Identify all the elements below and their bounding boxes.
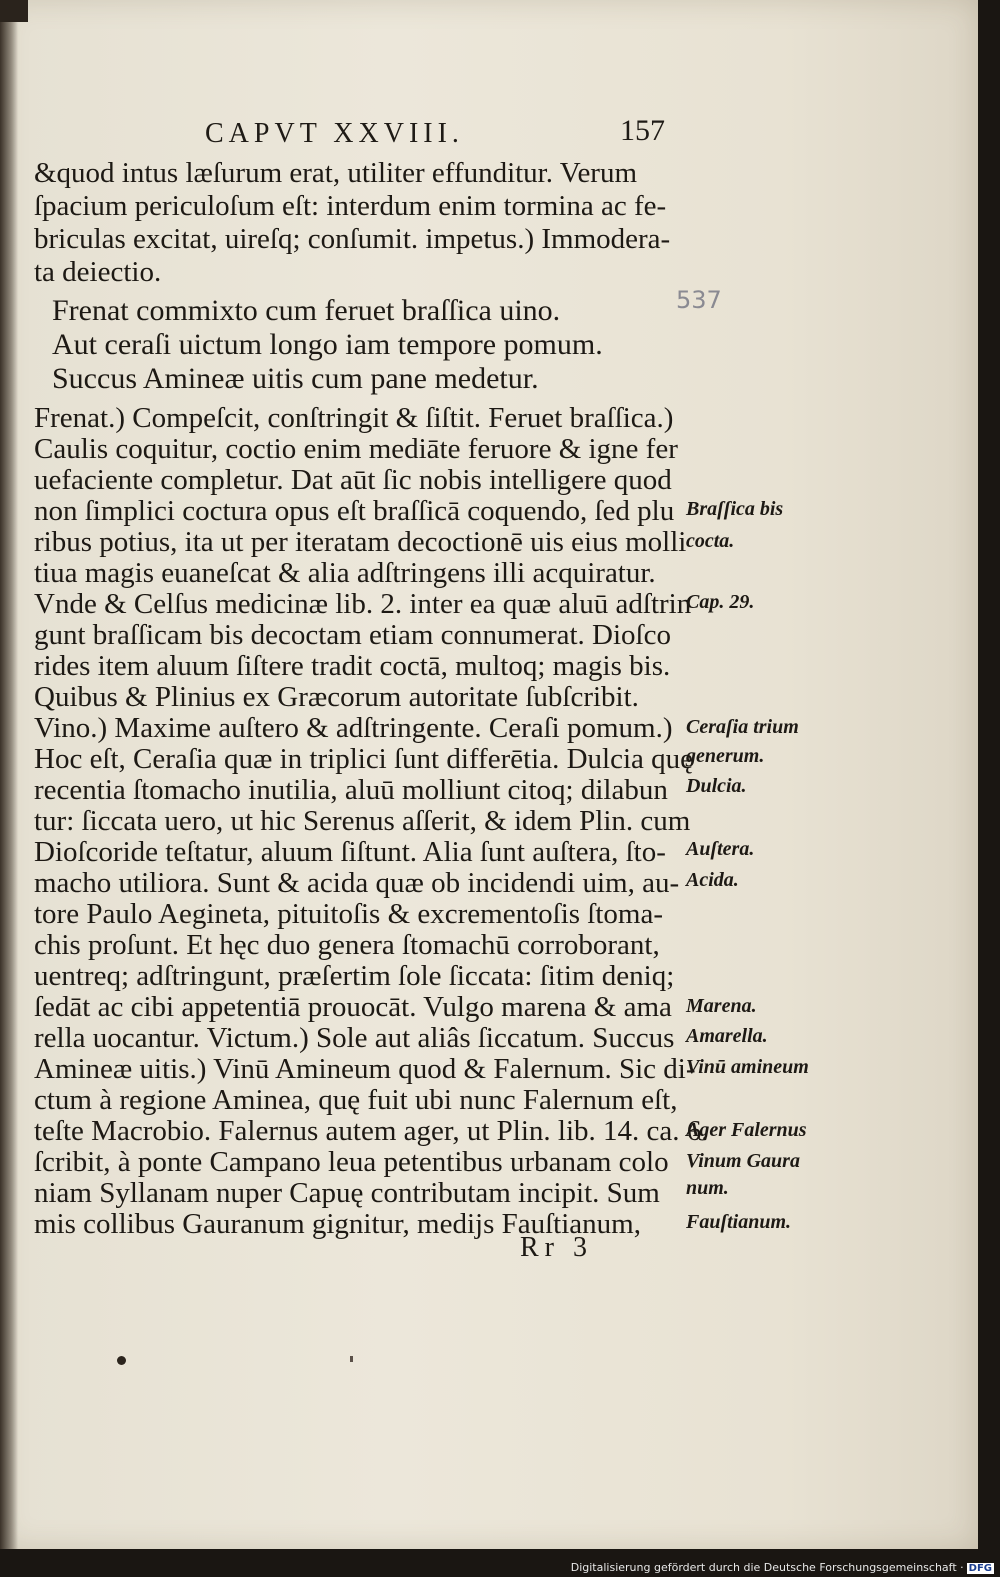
verse-line: Frenat commixto cum feruet braſſica uino. (52, 294, 561, 327)
commentary-line: niam Syllanam nuper Capuę contributam incipit. Sum (34, 1177, 660, 1209)
commentary-line: tur: ſiccata uero, ut hic Serenus aſſerit, & idem Plin. cum (34, 805, 691, 837)
commentary-line: Hoc eſt, Ceraſia quæ in triplici ſunt differētia. Dulcia quę (34, 743, 694, 775)
commentary-line: Vnde & Celſus medicinæ lib. 2. inter ea quæ aluū adſtrin (34, 588, 692, 620)
commentary-line: Amineæ uitis.) Vinū Amineum quod & Falernum. Sic di- (34, 1053, 696, 1085)
margin-note: num. (686, 1177, 729, 1199)
margin-note: Amarella. (686, 1025, 768, 1047)
commentary-line: gunt braſſicam bis decoctam etiam connumerat. Dioſco (34, 619, 671, 651)
commentary-line: tiua magis euaneſcat & alia adſtringens illi acquiratur. (34, 557, 656, 589)
verse-line: Aut ceraſi uictum longo iam tempore pomum. (52, 328, 603, 361)
margin-note: Acida. (686, 869, 739, 891)
commentary-line: recentia ſtomacho inutilia, aluū molliunt citoq; dilabun (34, 774, 668, 806)
commentary-line: ſedāt ac cibi appetentiā prouocāt. Vulgo marena & ama (34, 991, 672, 1023)
commentary-line: ctum à regione Aminea, quę fuit ubi nunc Falernum eſt, (34, 1084, 678, 1116)
commentary-line: Frenat.) Compeſcit, conſtringit & ſiſtit. Feruet braſſica.) (34, 402, 674, 434)
signature-mark: Rr 3 (520, 1232, 593, 1263)
running-title: CAPVT XXVIII. (205, 118, 464, 149)
margin-note: Braſſica bis (686, 498, 784, 520)
commentary-line: rides item aluum ſiſtere tradit coctā, multoq; magis bis. (34, 650, 671, 682)
margin-note: Ceraſia trium (686, 716, 799, 738)
text-line: briculas excitat, uireſq; conſumit. impetus.) Immodera- (34, 223, 671, 255)
margin-note: Marena. (686, 995, 757, 1017)
margin-note: Vinū amineum (686, 1056, 809, 1078)
margin-note: generum. (686, 745, 765, 767)
margin-note: cocta. (686, 530, 735, 552)
page-corner (0, 0, 28, 22)
commentary-line: non ſimplici coctura opus eſt braſſicā coquendo, ſed plu (34, 495, 675, 527)
commentary-line: chis proſunt. Et hęc duo genera ſtomachū corroborant, (34, 929, 660, 961)
commentary-line: teſte Macrobio. Falernus autem ager, ut Plin. lib. 14. ca. 6. (34, 1115, 709, 1147)
text-line: ſpacium periculoſum eſt: interdum enim tormina ac fe- (34, 190, 667, 222)
text-line: &quod intus læſurum erat, utiliter effunditur. Verum (34, 157, 638, 189)
commentary-line: Quibus & Plinius ex Græcorum autoritate ſubſcribit. (34, 681, 639, 713)
commentary-line: tore Paulo Aegineta, pituitoſis & excrementoſis ſtoma- (34, 898, 664, 930)
ink-spot (117, 1356, 126, 1365)
commentary-line: Vino.) Maxime auſtero & adſtringente. Ceraſi pomum.) (34, 712, 673, 744)
commentary-line: ribus potius, ita ut per iteratam decoctionē uis eius molli (34, 526, 687, 558)
commentary-line: mis collibus Gauranum gignitur, medijs Fauſtianum, (34, 1208, 641, 1240)
dfg-logo: DFG (968, 1563, 992, 1574)
commentary-line: uefaciente completur. Dat aūt ſic nobis intelligere quod (34, 464, 672, 496)
pencil-annotation: 537 (676, 286, 722, 314)
verse-line: Succus Amineæ uitis cum pane medetur. (52, 362, 539, 395)
margin-note: Auſtera. (686, 838, 755, 860)
margin-note: Vinum Gaura (686, 1150, 800, 1172)
commentary-line: ſcribit, à ponte Campano leua petentibus urbanam colo (34, 1146, 669, 1178)
commentary-line: uentreq; adſtringunt, præſertim ſole ſiccata: ſitim deniq; (34, 960, 675, 992)
commentary-line: Caulis coquitur, coctio enim mediāte feruore & igne fer (34, 433, 678, 465)
commentary-line: macho utiliora. Sunt & acida quæ ob incidendi uim, au- (34, 867, 680, 899)
margin-note: Dulcia. (686, 775, 747, 797)
commentary-line: rella uocantur. Victum.) Sole aut aliâs ſiccatum. Succus (34, 1022, 675, 1054)
text-line: ta deiectio. (34, 256, 162, 288)
footer-text: Digitalisierung gefördert durch die Deutsche Forschungsgemeinschaft · (570, 1561, 964, 1574)
digitization-footer (571, 1561, 994, 1574)
ink-speck (350, 1356, 353, 1362)
margin-note: Cap. 29. (686, 591, 755, 613)
margin-note: Ager Falernus (686, 1119, 807, 1141)
commentary-line: Dioſcoride teſtatur, aluum ſiſtunt. Alia ſunt auſtera, ſto- (34, 836, 666, 868)
page-number: 157 (620, 114, 665, 147)
margin-note: Fauſtianum. (686, 1211, 792, 1233)
